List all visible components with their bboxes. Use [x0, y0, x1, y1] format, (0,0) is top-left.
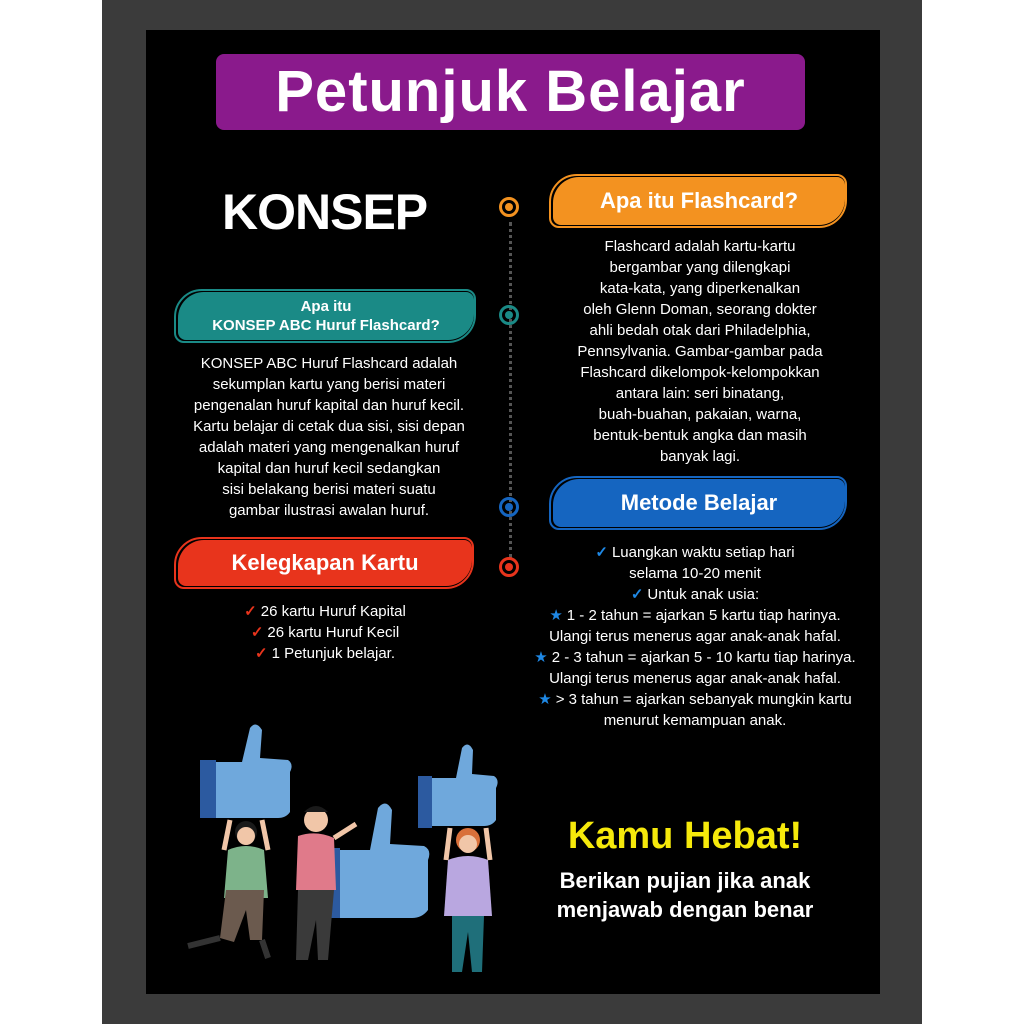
praise-text — [528, 866, 842, 924]
age-item: ★ 2 - 3 tahun = ajarkan 5 - 10 kartu tiap harinya. — [534, 649, 856, 666]
timeline-dot-blue — [499, 497, 519, 517]
konsep-line: kapital dan huruf kecil sedangkan — [217, 460, 441, 477]
flashcard-heading: Apa itu Flashcard? — [553, 177, 845, 225]
praise-line: menjawab dengan benar — [556, 897, 814, 922]
star-icon: ★ — [534, 649, 548, 666]
konsep-heading-line1: Apa itu — [300, 298, 352, 315]
metode-heading: Metode Belajar — [553, 479, 845, 527]
star-icon: ★ — [538, 691, 552, 708]
timeline-dot-teal — [499, 305, 519, 325]
konsep-line: adalah materi yang mengenalkan huruf — [198, 439, 460, 456]
konsep-line: pengenalan huruf kapital dan huruf kecil. — [193, 397, 465, 414]
konsep-description — [164, 353, 494, 521]
flashcard-line: Flashcard dikelompok-kelompokkan — [580, 364, 820, 381]
timeline-dot-orange — [499, 197, 519, 217]
flashcard-line: Flashcard adalah kartu-kartu — [604, 238, 796, 255]
flashcard-line: ahli bedah otak dari Philadelphia, — [589, 322, 811, 339]
praise-line: Berikan pujian jika anak — [559, 868, 811, 893]
check-icon: ✓ — [630, 586, 644, 603]
thumbs-up-icon — [200, 724, 292, 818]
kelengkapan-item: ✓ 26 kartu Huruf Kecil — [250, 624, 400, 641]
flashcard-line: banyak lagi. — [659, 448, 741, 465]
konsep-heading — [178, 292, 474, 340]
age-item-sub: Ulangi terus menerus agar anak-anak hafal. — [549, 628, 841, 645]
konsep-heading-line2: KONSEP ABC Huruf Flashcard? — [212, 317, 440, 334]
thumbs-up-icon — [418, 744, 498, 828]
konsep-line: KONSEP ABC Huruf Flashcard adalah — [200, 355, 458, 372]
kelengkapan-heading: Kelegkapan Kartu — [178, 540, 472, 586]
flashcard-description — [550, 236, 850, 467]
flashcard-line: bentuk-bentuk angka dan masih — [593, 427, 807, 444]
star-icon: ★ — [549, 607, 563, 624]
konsep-line: gambar ilustrasi awalan huruf. — [228, 502, 430, 519]
check-icon: ✓ — [255, 645, 268, 662]
age-item: ★ 1 - 2 tahun = ajarkan 5 kartu tiap harinya. — [549, 607, 841, 624]
metode-item: ✓ Luangkan waktu setiap hari — [595, 544, 795, 561]
flashcard-line: antara lain: seri binatang, — [615, 385, 785, 402]
metode-item: selama 10-20 menit — [629, 565, 761, 582]
thumbs-up-illustration — [178, 720, 518, 990]
flashcard-line: bergambar yang dilengkapi — [609, 259, 791, 276]
person-icon — [444, 828, 492, 972]
age-item: ★ > 3 tahun = ajarkan sebanyak mungkin kartu — [538, 691, 852, 708]
check-icon: ✓ — [244, 603, 257, 620]
metode-list — [500, 542, 890, 731]
age-item-sub: menurut kemampuan anak. — [603, 712, 787, 729]
kelengkapan-item: ✓ 26 kartu Huruf Kapital — [244, 603, 406, 620]
flashcard-line: oleh Glenn Doman, seorang dokter — [583, 301, 817, 318]
flashcard-line: Pennsylvania. Gambar-gambar pada — [577, 343, 823, 360]
flashcard-line: buah-buahan, pakaian, warna, — [598, 406, 802, 423]
check-icon: ✓ — [250, 624, 264, 641]
age-item-sub: Ulangi terus menerus agar anak-anak hafal. — [549, 670, 841, 687]
konsep-line: Kartu belajar di cetak dua sisi, sisi depan — [193, 418, 465, 435]
kelengkapan-list — [200, 601, 450, 664]
konsep-line: sekumplan kartu yang berisi materi — [212, 376, 446, 393]
brand-logo: KONSEP — [222, 184, 428, 240]
konsep-line: sisi belakang berisi materi suatu — [222, 481, 436, 498]
check-icon: ✓ — [595, 544, 608, 561]
kelengkapan-item: ✓ 1 Petunjuk belajar. — [255, 645, 395, 662]
flashcard-line: kata-kata, yang diperkenalkan — [599, 280, 801, 297]
praise-heading: Kamu Hebat! — [567, 815, 803, 857]
page-title: Petunjuk Belajar — [216, 54, 805, 130]
metode-item: ✓ Untuk anak usia: — [630, 586, 760, 603]
person-icon — [188, 820, 268, 958]
